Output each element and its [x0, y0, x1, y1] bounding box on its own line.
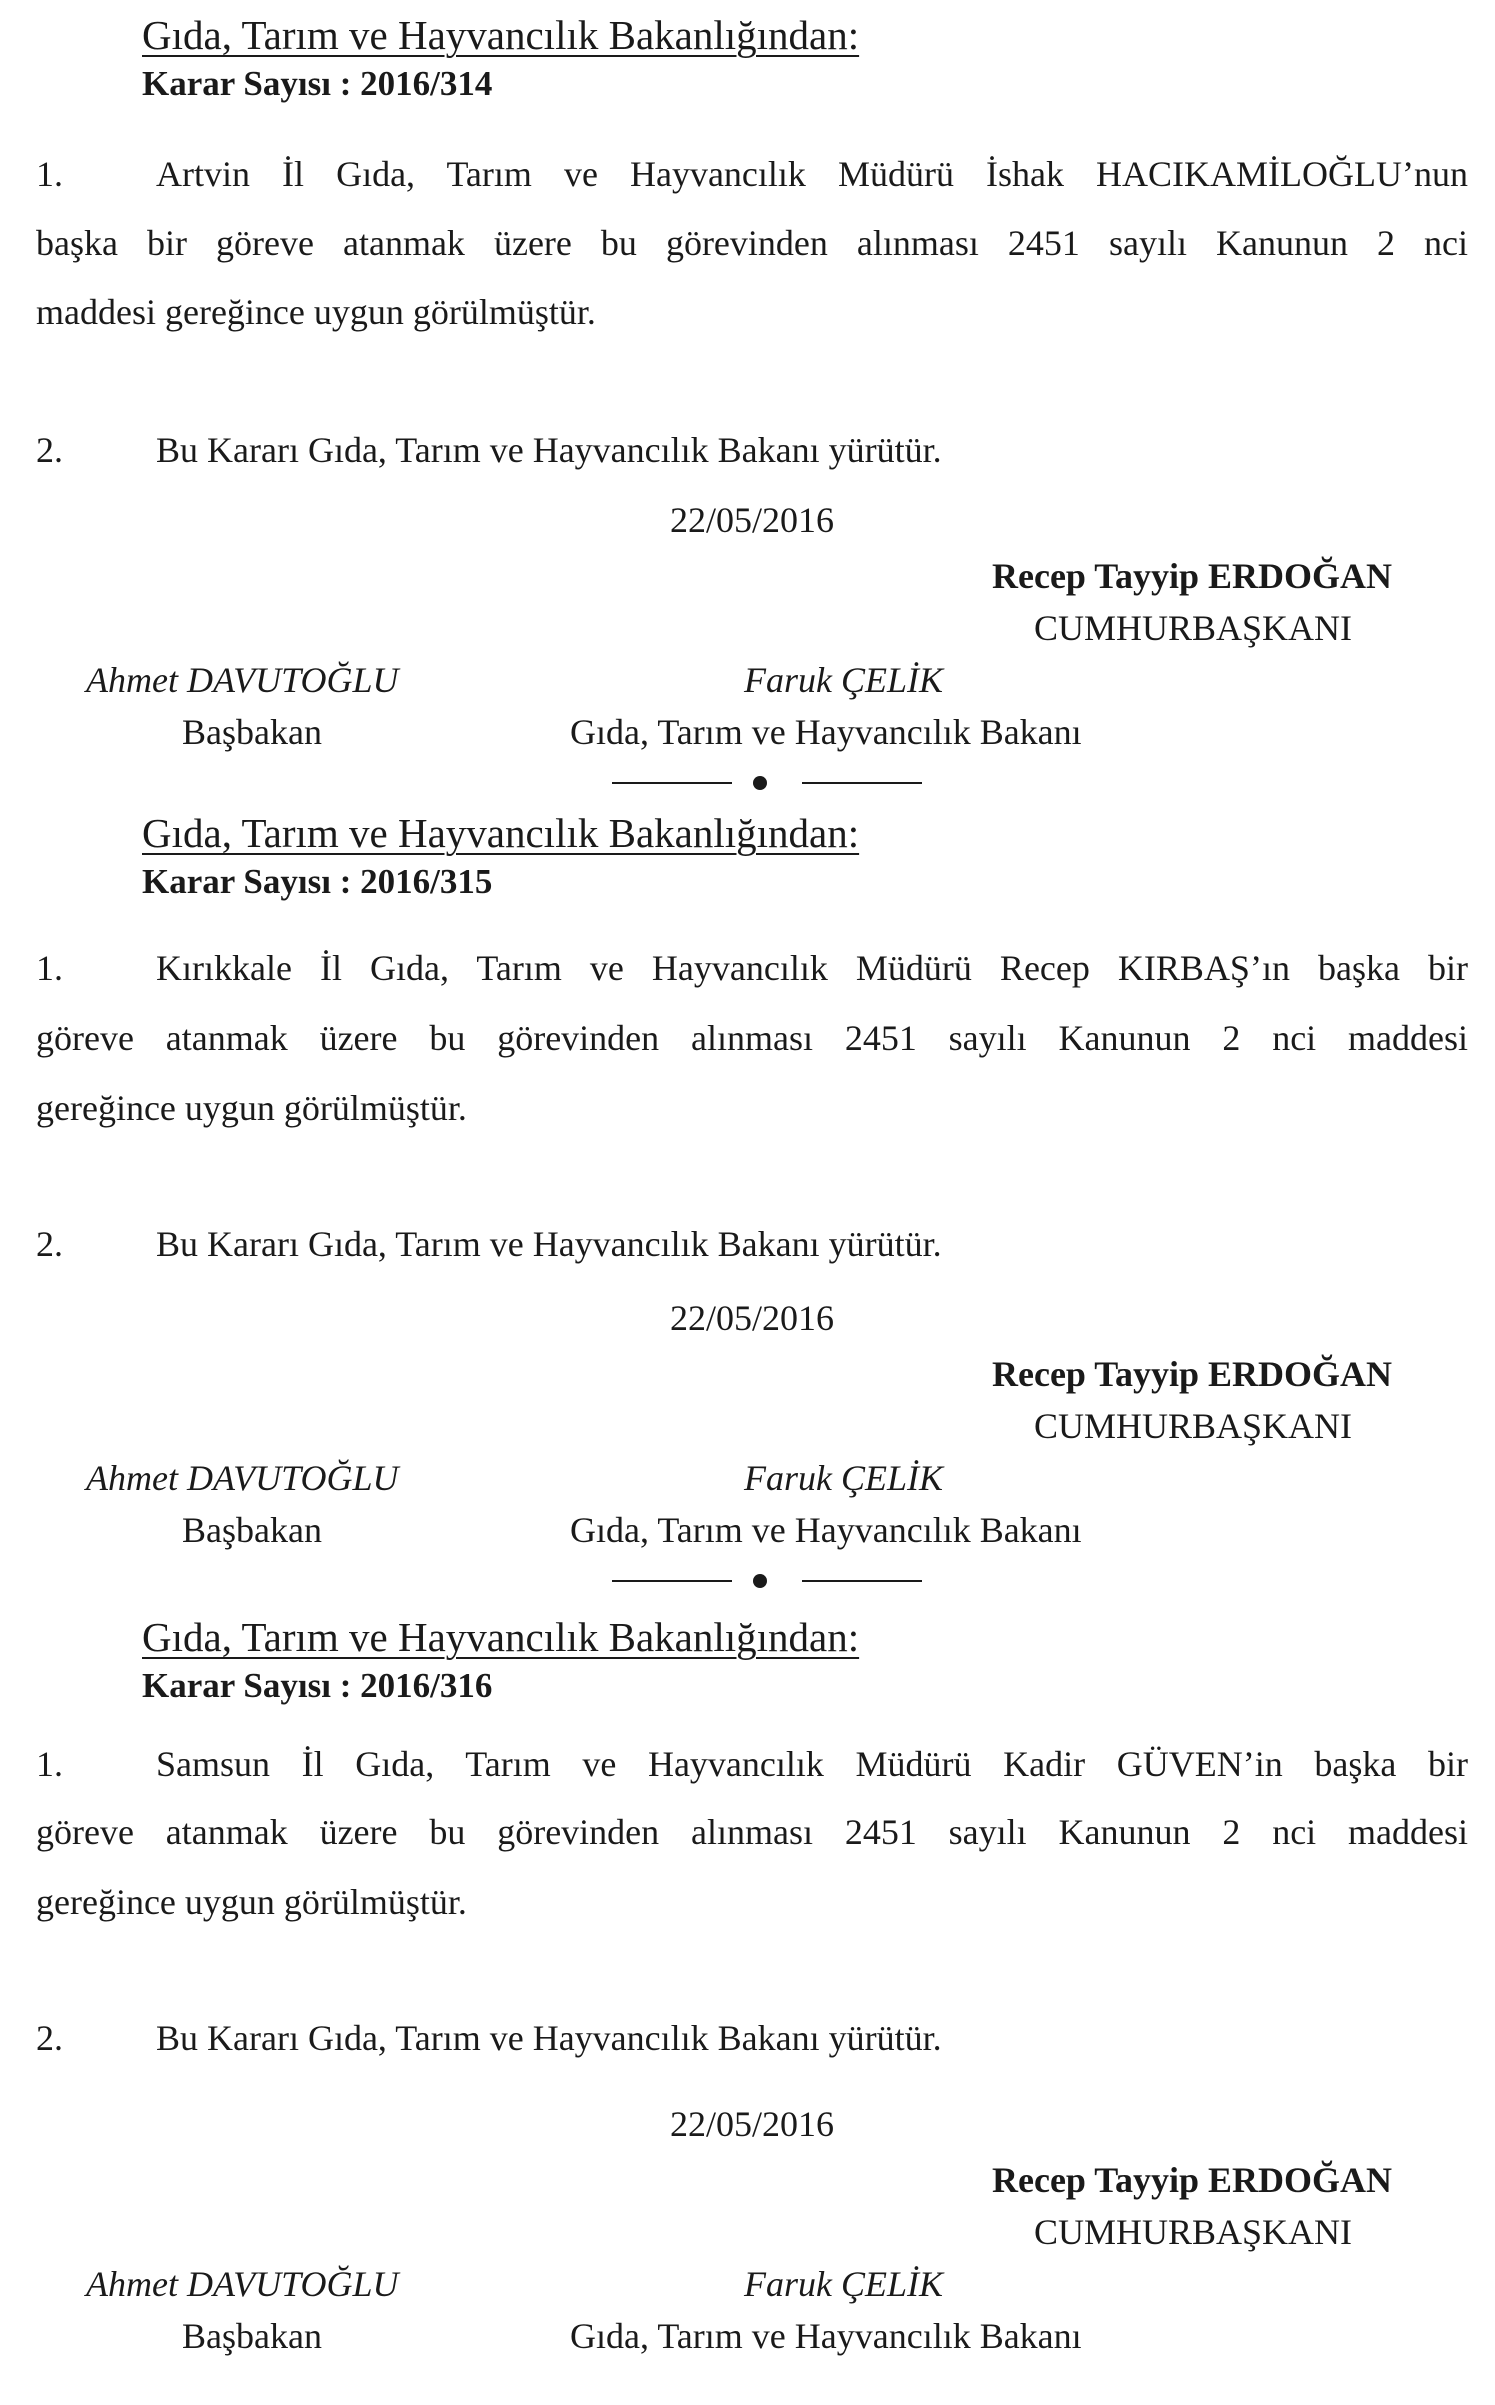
item1-line-2: göreve atanmak üzere bu görevinden alınması 2451 sayılı Kanunun 2 nci maddesi	[36, 1018, 1468, 1058]
authority-heading: Gıda, Tarım ve Hayvancılık Bakanlığından:	[142, 810, 860, 856]
separator-line	[802, 1580, 922, 1582]
item-number: 1.	[36, 1744, 63, 1784]
item1-line-1: Kırıkkale İl Gıda, Tarım ve Hayvancılık Müdürü Recep KIRBAŞ’ın başka bir	[156, 948, 1468, 988]
authority-heading: Gıda, Tarım ve Hayvancılık Bakanlığından:	[142, 1614, 860, 1660]
decision-block	[0, 808, 1495, 1598]
prime-minister-title: Başbakan	[182, 712, 322, 752]
decision-number: Karar Sayısı : 2016/315	[142, 862, 493, 901]
president-name: Recep Tayyip ERDOĞAN	[992, 556, 1393, 596]
decision-number: Karar Sayısı : 2016/314	[142, 64, 493, 103]
decision-date: 22/05/2016	[670, 500, 835, 540]
decision-date: 22/05/2016	[670, 2104, 835, 2144]
separator-dot	[753, 1574, 767, 1588]
separator-line	[802, 782, 922, 784]
item-number: 1.	[36, 154, 63, 194]
president-title: CUMHURBAŞKANI	[1034, 2212, 1353, 2252]
president-name: Recep Tayyip ERDOĞAN	[992, 2160, 1393, 2200]
section-separator	[0, 1566, 1495, 1596]
item1-line-1: Artvin İl Gıda, Tarım ve Hayvancılık Müdürü İshak HACIKAMİLOĞLU’nun	[156, 154, 1468, 194]
item1-line-3: gereğince uygun görülmüştür.	[36, 1882, 467, 1922]
minister-name: Faruk ÇELİK	[744, 2264, 944, 2304]
prime-minister-name: Ahmet DAVUTOĞLU	[86, 1458, 399, 1498]
authority-heading: Gıda, Tarım ve Hayvancılık Bakanlığından:	[142, 12, 860, 58]
separator-dot	[753, 776, 767, 790]
decision-block	[0, 1612, 1495, 2402]
item1-line-3: maddesi gereğince uygun görülmüştür.	[36, 292, 596, 332]
item1-line-3: gereğince uygun görülmüştür.	[36, 1088, 467, 1128]
prime-minister-name: Ahmet DAVUTOĞLU	[86, 2264, 399, 2304]
separator-line	[612, 782, 732, 784]
president-title: CUMHURBAŞKANI	[1034, 1406, 1353, 1446]
item-number: 1.	[36, 948, 63, 988]
prime-minister-name: Ahmet DAVUTOĞLU	[86, 660, 399, 700]
separator-line	[612, 1580, 732, 1582]
item1-line-1: Samsun İl Gıda, Tarım ve Hayvancılık Müdürü Kadir GÜVEN’in başka bir	[156, 1744, 1468, 1784]
decision-block	[0, 10, 1495, 800]
item2-text: Bu Kararı Gıda, Tarım ve Hayvancılık Bakanı yürütür.	[156, 430, 942, 470]
item-number: 2.	[36, 430, 63, 470]
item2-text: Bu Kararı Gıda, Tarım ve Hayvancılık Bakanı yürütür.	[156, 1224, 942, 1264]
item-number: 2.	[36, 2018, 63, 2058]
minister-title: Gıda, Tarım ve Hayvancılık Bakanı	[570, 2316, 1082, 2356]
president-name: Recep Tayyip ERDOĞAN	[992, 1354, 1393, 1394]
minister-title: Gıda, Tarım ve Hayvancılık Bakanı	[570, 1510, 1082, 1550]
minister-name: Faruk ÇELİK	[744, 1458, 944, 1498]
section-separator	[0, 768, 1495, 798]
minister-title: Gıda, Tarım ve Hayvancılık Bakanı	[570, 712, 1082, 752]
minister-name: Faruk ÇELİK	[744, 660, 944, 700]
item-number: 2.	[36, 1224, 63, 1264]
decision-date: 22/05/2016	[670, 1298, 835, 1338]
item2-text: Bu Kararı Gıda, Tarım ve Hayvancılık Bakanı yürütür.	[156, 2018, 942, 2058]
item1-line-2: başka bir göreve atanmak üzere bu görevinden alınması 2451 sayılı Kanunun 2 nci	[36, 223, 1468, 263]
prime-minister-title: Başbakan	[182, 2316, 322, 2356]
president-title: CUMHURBAŞKANI	[1034, 608, 1353, 648]
decision-number: Karar Sayısı : 2016/316	[142, 1666, 493, 1705]
prime-minister-title: Başbakan	[182, 1510, 322, 1550]
item1-line-2: göreve atanmak üzere bu görevinden alınması 2451 sayılı Kanunun 2 nci maddesi	[36, 1812, 1468, 1852]
